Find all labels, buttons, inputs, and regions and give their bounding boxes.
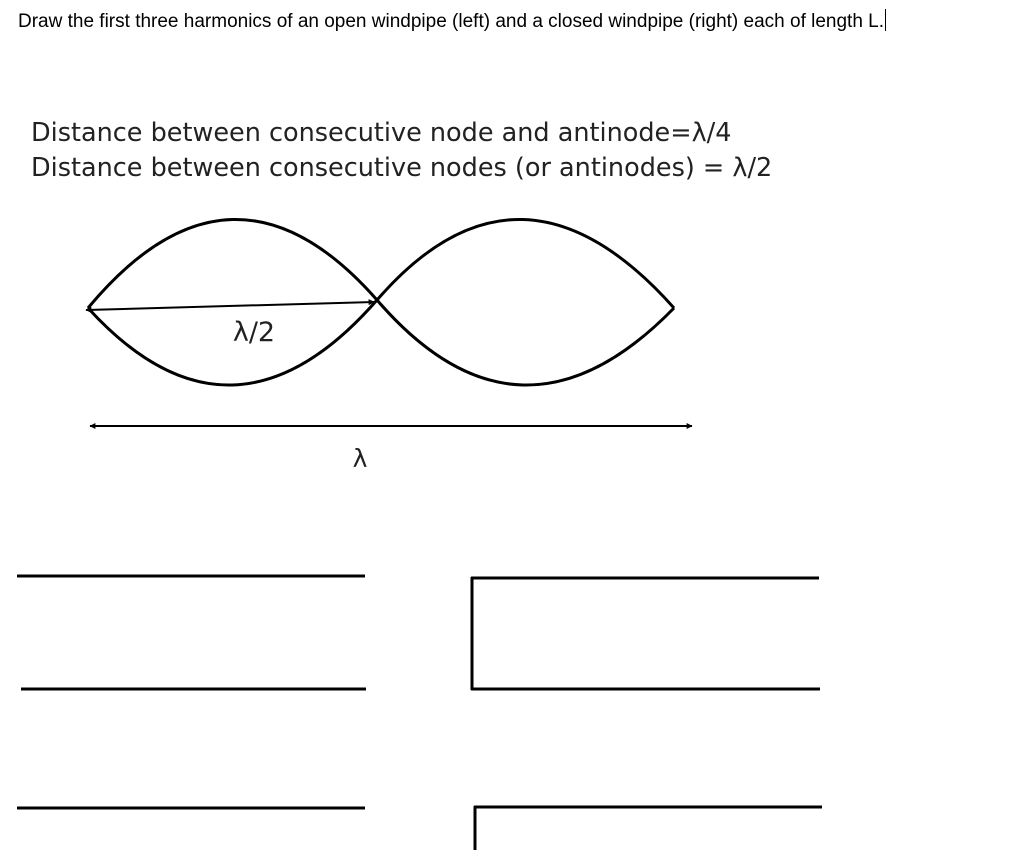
half-wavelength-label: λ/2 (232, 317, 276, 348)
wave-loop-2-lower (377, 300, 674, 385)
question-text-content: Draw the first three harmonics of an open windpipe (left) and a closed windpipe (right) each of length L. (18, 11, 885, 32)
half-wavelength-arrow (86, 302, 374, 310)
open-pipe-1 (17, 576, 366, 689)
node-antinode-distance-note: Distance between consecutive node and antinode=λ/4 (31, 118, 732, 148)
closed-pipe-2 (474, 806, 822, 850)
node-node-distance-note: Distance between consecutive nodes (or antinodes) = λ/2 (31, 153, 773, 183)
wavelength-label: λ (352, 444, 368, 473)
wave-loop-2-upper (377, 219, 674, 308)
closed-pipe-1 (471, 577, 820, 690)
wave-loop-1-upper (88, 219, 377, 308)
